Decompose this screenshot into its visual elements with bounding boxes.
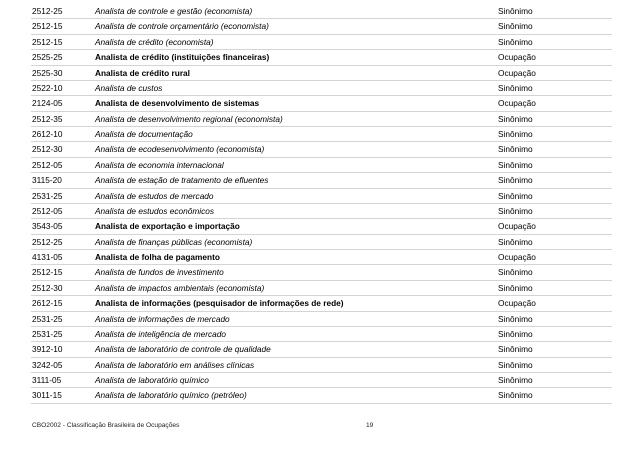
cbo-code: 2512-25 xyxy=(32,6,63,16)
table-row xyxy=(0,81,638,96)
entry-type: Sinônimo xyxy=(498,190,533,201)
table-row xyxy=(0,50,638,65)
table-row xyxy=(0,281,638,296)
occupation-title: Analista de fundos de investimento xyxy=(95,267,224,278)
entry-type: Ocupação xyxy=(498,252,536,262)
table-row xyxy=(0,4,638,19)
occupation-title: Analista de ecodesenvolvimento (economista) xyxy=(95,144,265,155)
occupation-title: Analista de desenvolvimento regional (economista) xyxy=(95,113,283,124)
cbo-code: 2512-15 xyxy=(32,21,63,32)
occupation-title: Analista de finanças públicas (economista) xyxy=(95,236,253,247)
entry-type: Sinônimo xyxy=(498,175,533,186)
occupation-title: Analista de laboratório em análises clínicas xyxy=(95,359,255,370)
entry-type: Sinônimo xyxy=(498,36,533,47)
occupation-title: Analista de crédito rural xyxy=(95,67,190,78)
row-divider xyxy=(31,403,612,404)
table-row xyxy=(0,250,638,265)
cbo-code: 2525-30 xyxy=(32,67,63,78)
table-row xyxy=(0,342,638,357)
occupation-title: Analista de inteligência de mercado xyxy=(95,328,226,339)
occupation-title: Analista de economia internacional xyxy=(95,159,224,170)
entry-type: Sinônimo xyxy=(498,21,533,32)
table-row xyxy=(0,265,638,280)
table-row xyxy=(0,19,638,34)
entry-type: Sinônimo xyxy=(498,159,533,170)
table-row xyxy=(0,235,638,250)
occupation-title: Analista de laboratório químico xyxy=(95,375,209,385)
table-row xyxy=(0,35,638,50)
occupation-title: Analista de exportação e importação xyxy=(95,221,240,232)
cbo-code: 2124-05 xyxy=(32,98,63,109)
occupation-title: Analista de informações (pesquisador de informações de rede) xyxy=(95,298,344,309)
cbo-code: 2525-25 xyxy=(32,52,63,63)
table-row xyxy=(0,296,638,311)
table-row xyxy=(0,358,638,373)
entry-type: Sinônimo xyxy=(498,359,533,370)
entry-type: Sinônimo xyxy=(498,129,533,139)
footer-text: CBO2002 - Classificação Brasileira de Ocupações xyxy=(32,422,180,429)
occupation-table xyxy=(0,4,638,404)
entry-type: Sinônimo xyxy=(498,6,533,16)
entry-type: Sinônimo xyxy=(498,390,533,401)
occupation-title: Analista de estação de tratamento de efluentes xyxy=(95,175,269,186)
table-row xyxy=(0,96,638,111)
entry-type: Sinônimo xyxy=(498,267,533,278)
cbo-code: 2531-25 xyxy=(32,313,63,324)
cbo-code: 2512-15 xyxy=(32,267,63,278)
cbo-code: 3543-05 xyxy=(32,221,63,232)
occupation-title: Analista de estudos de mercado xyxy=(95,190,214,201)
table-row xyxy=(0,312,638,327)
entry-type: Ocupação xyxy=(498,221,536,232)
entry-type: Sinônimo xyxy=(498,282,533,293)
cbo-code: 2531-25 xyxy=(32,328,63,339)
table-row xyxy=(0,327,638,342)
table-row xyxy=(0,189,638,204)
cbo-code: 4131-05 xyxy=(32,252,63,262)
entry-type: Sinônimo xyxy=(498,205,533,216)
cbo-code: 2512-35 xyxy=(32,113,63,124)
cbo-code: 2512-05 xyxy=(32,159,63,170)
cbo-code: 3111-05 xyxy=(32,375,62,385)
cbo-code: 2522-10 xyxy=(32,82,63,93)
cbo-code: 2612-10 xyxy=(32,129,63,139)
entry-type: Ocupação xyxy=(498,52,536,63)
cbo-code: 3912-10 xyxy=(32,344,63,355)
occupation-title: Analista de folha de pagamento xyxy=(95,252,220,262)
entry-type: Sinônimo xyxy=(498,375,533,385)
cbo-code: 3115-20 xyxy=(32,175,62,186)
table-row xyxy=(0,112,638,127)
cbo-code: 2512-30 xyxy=(32,282,63,293)
occupation-title: Analista de impactos ambientais (economista) xyxy=(95,282,265,293)
entry-type: Sinônimo xyxy=(498,328,533,339)
table-row xyxy=(0,127,638,142)
cbo-code: 2612-15 xyxy=(32,298,63,309)
occupation-title: Analista de documentação xyxy=(95,129,193,139)
occupation-title: Analista de crédito (economista) xyxy=(95,36,214,47)
entry-type: Sinônimo xyxy=(498,313,533,324)
table-row xyxy=(0,373,638,388)
entry-type: Sinônimo xyxy=(498,113,533,124)
table-row xyxy=(0,204,638,219)
table-row xyxy=(0,158,638,173)
table-row xyxy=(0,388,638,403)
occupation-title: Analista de informações de mercado xyxy=(95,313,230,324)
entry-type: Sinônimo xyxy=(498,344,533,355)
table-row xyxy=(0,173,638,188)
entry-type: Ocupação xyxy=(498,98,536,109)
entry-type: Sinônimo xyxy=(498,236,533,247)
cbo-code: 2531-25 xyxy=(32,190,63,201)
occupation-title: Analista de laboratório de controle de qualidade xyxy=(95,344,271,355)
occupation-title: Analista de crédito (instituições financeiras) xyxy=(95,52,270,63)
entry-type: Ocupação xyxy=(498,298,536,309)
entry-type: Ocupação xyxy=(498,67,536,78)
cbo-code: 2512-25 xyxy=(32,236,63,247)
cbo-code: 2512-15 xyxy=(32,36,63,47)
occupation-title: Analista de controle orçamentário (economista) xyxy=(95,21,269,32)
occupation-title: Analista de estudos econômicos xyxy=(95,205,214,216)
table-row xyxy=(0,142,638,157)
page-number: 19 xyxy=(366,422,374,429)
entry-type: Sinônimo xyxy=(498,144,533,155)
occupation-title: Analista de desenvolvimento de sistemas xyxy=(95,98,260,109)
table-row xyxy=(0,66,638,81)
occupation-title: Analista de controle e gestão (economista) xyxy=(95,6,253,16)
occupation-title: Analista de custos xyxy=(95,82,163,93)
occupation-title: Analista de laboratório químico (petróleo) xyxy=(95,390,247,401)
entry-type: Sinônimo xyxy=(498,82,533,93)
table-row xyxy=(0,219,638,234)
cbo-code: 2512-30 xyxy=(32,144,63,155)
cbo-code: 2512-05 xyxy=(32,205,63,216)
cbo-code: 3011-15 xyxy=(32,390,62,401)
cbo-code: 3242-05 xyxy=(32,359,63,370)
